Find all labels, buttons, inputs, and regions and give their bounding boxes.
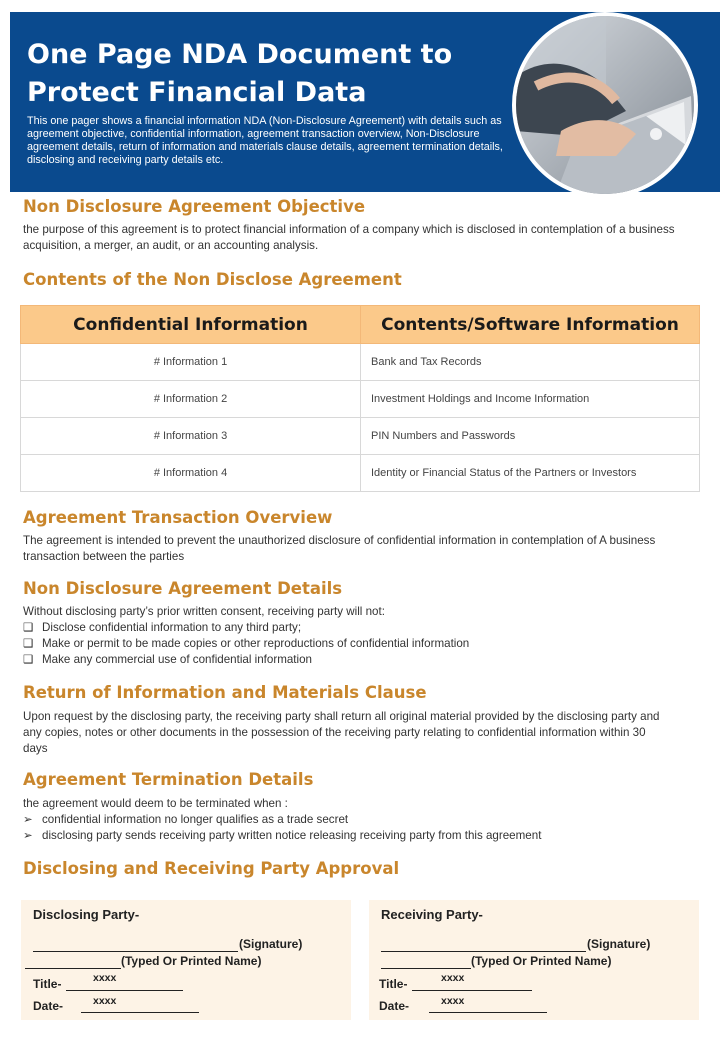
table-row [21, 418, 700, 455]
column-header-confidential: Confidential Information [21, 306, 361, 344]
signature-line [33, 951, 238, 952]
name-line [381, 968, 471, 969]
signature-line [381, 951, 586, 952]
date-value: xxxx [441, 995, 465, 1007]
header-description: This one pager shows a financial information NDA (Non-Disclosure Agreement) with details such as agreement objective, confidential information, agreement transaction overview, Non-Disclosure agreement details, return of information and materials clause details, agreement termination details, disclosing and receiving party details etc. [27, 115, 503, 166]
date-line [429, 1012, 547, 1013]
table-row [21, 344, 700, 381]
name-label: (Typed Or Printed Name) [471, 954, 612, 968]
list-item-text: disclosing party sends receiving party written notice releasing receiving party from this agreement [42, 829, 542, 842]
title-value: xxxx [441, 972, 465, 984]
table-cell-content: Investment Holdings and Income Information [361, 381, 700, 418]
disclosing-party-title: Disclosing Party- [33, 907, 140, 922]
list-item [23, 828, 541, 844]
date-line [81, 1012, 199, 1013]
approval-heading: Disclosing and Receiving Party Approval [23, 859, 400, 878]
table-cell-info: # Information 3 [21, 418, 361, 455]
list-item [23, 652, 312, 668]
table-cell-content: Identity or Financial Status of the Partners or Investors [361, 455, 700, 492]
confidential-info-table [20, 305, 700, 492]
list-item-text: Make or permit to be made copies or other reproductions of confidential information [42, 637, 470, 650]
return-clause-text: Upon request by the disclosing party, the receiving party shall return all original material provided by the disclosing party and any copies, notes or other documents in the possession of the receiving party relating to confidential information within 30 days [23, 710, 660, 755]
list-item-text: Disclose confidential information to any third party; [42, 621, 302, 634]
arrow-bullet-icon: ➢ [23, 813, 33, 826]
signature-label: (Signature) [587, 937, 651, 951]
receiving-party-box [369, 900, 699, 1020]
termination-intro: the agreement would deem to be terminated when : [23, 797, 288, 810]
table-row [21, 455, 700, 492]
checkbox-bullet-icon: ❑ [23, 653, 34, 666]
details-heading: Non Disclosure Agreement Details [23, 579, 343, 598]
objective-heading: Non Disclosure Agreement Objective [23, 197, 366, 216]
list-item [23, 636, 469, 652]
title-label: Title- [33, 977, 62, 991]
checkbox-bullet-icon: ❑ [23, 637, 34, 650]
transaction-heading: Agreement Transaction Overview [23, 508, 333, 527]
termination-heading: Agreement Termination Details [23, 770, 314, 789]
contents-heading: Contents of the Non Disclose Agreement [23, 270, 402, 289]
table-header-row [21, 306, 700, 344]
checkbox-bullet-icon: ❑ [23, 621, 34, 634]
date-value: xxxx [93, 995, 117, 1007]
list-item [23, 812, 348, 828]
receiving-party-title: Receiving Party- [381, 907, 483, 922]
return-clause-heading: Return of Information and Materials Clause [23, 683, 427, 702]
laptop-photo-illustration [516, 16, 694, 194]
table-cell-content: Bank and Tax Records [361, 344, 700, 381]
table-row [21, 381, 700, 418]
signature-label: (Signature) [239, 937, 303, 951]
name-line [25, 968, 121, 969]
table-cell-info: # Information 1 [21, 344, 361, 381]
list-item [23, 620, 301, 636]
title-value: xxxx [93, 972, 117, 984]
title-label: Title- [379, 977, 408, 991]
date-label: Date- [33, 999, 64, 1013]
table-cell-content: PIN Numbers and Passwords [361, 418, 700, 455]
page-title: One Page NDA Document to Protect Financial Data [27, 39, 453, 108]
disclosing-party-box [21, 900, 351, 1020]
list-item-text: confidential information no longer qualifies as a trade secret [42, 813, 349, 826]
objective-text: the purpose of this agreement is to protect financial information of a company which is disclosed in contemplation of a business acquisition, a merger, an audit, or an accounting analysis. [23, 223, 675, 252]
date-label: Date- [379, 999, 410, 1013]
column-header-contents: Contents/Software Information [361, 306, 700, 344]
table-cell-info: # Information 4 [21, 455, 361, 492]
title-line [412, 990, 532, 991]
table-cell-info: # Information 2 [21, 381, 361, 418]
details-intro: Without disclosing party’s prior written consent, receiving party will not: [23, 605, 385, 618]
arrow-bullet-icon: ➢ [23, 829, 33, 842]
list-item-text: Make any commercial use of confidential information [42, 653, 313, 666]
transaction-text: The agreement is intended to prevent the unauthorized disclosure of confidential information in contemplation of A business transaction between the parties [23, 534, 656, 563]
title-line [66, 990, 183, 991]
name-label: (Typed Or Printed Name) [121, 954, 262, 968]
laptop-photo [512, 12, 698, 198]
